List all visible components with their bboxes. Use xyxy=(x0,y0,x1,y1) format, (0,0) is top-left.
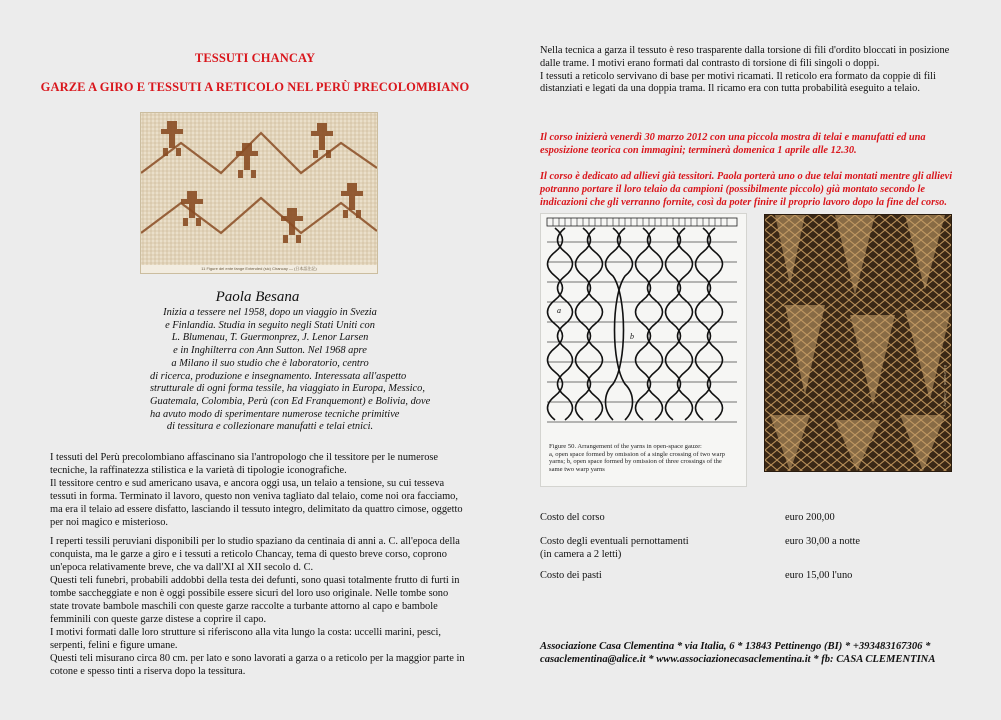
course-dates-paragraph xyxy=(540,131,955,157)
page-subtitle: GARZE A GIRO E TESSUTI A RETICOLO NEL PERÙ PRECOLOMBIANO xyxy=(40,80,470,94)
bio-line: di ricerca, produzione e insegnamento. Interessata all'aspetto xyxy=(150,370,407,382)
bio-line: ha avuto modo di sperimentare numerose tecniche primitive xyxy=(150,408,400,420)
chancay-gauze-photo xyxy=(140,112,378,274)
contact-line: casaclementina@alice.it * www.associazionecasaclementina.it * fb: CASA CLEMENTINA xyxy=(540,654,936,665)
reticulated-fabric-photo xyxy=(764,214,952,472)
photo-caption: 84 Unusual ... Chancay xyxy=(943,365,948,407)
bio-line: L. Blumenau, T. Guermonprez, J. Lenor Larsen xyxy=(171,332,369,344)
photo-caption: 11 Figure del ente fange Extended (sic) Chancay — (日本語注記) xyxy=(201,266,317,271)
text-line: distanziati e legati da una doppia trama. Il ricamo era con tutta probabilità eseguito a telaio. xyxy=(540,83,920,95)
text-line: potranno portare il loro telaio da campioni (possibilmente piccolo) già montato secondo le xyxy=(540,184,926,195)
text-line: tombe saccheggiate e non è oggi possibile essere sicuri del loro uso originale. Nelle tombe sono xyxy=(50,588,449,599)
chancay-gauze-image xyxy=(141,113,377,273)
gauze-diagram xyxy=(540,213,747,487)
price-label-line: (in camera a 2 letti) xyxy=(540,549,622,560)
bio-line: strutturale di ogni forma tessile, ha viaggiato in Europa, Messico, xyxy=(150,383,425,395)
caption-line: Figure 50. Arrangement of the yarns in open-space gauze: xyxy=(549,443,702,450)
history-paragraph xyxy=(50,535,480,678)
text-line: dalle trame. I motivi erano formati dal contrasto di torsione di fili singoli o doppi. xyxy=(540,57,880,69)
price-label-line: Costo degli eventuali pernottamenti xyxy=(540,536,689,547)
caption-line: same two warp yarns xyxy=(549,465,605,473)
diagram-caption xyxy=(549,443,744,473)
reticulated-fabric-image xyxy=(765,215,951,471)
price-label: Costo dei pasti xyxy=(540,570,602,581)
bio-line: Guatemala, Colombia, Perù (con Ed Franquemont) e Bolivia, dove xyxy=(150,395,431,407)
text-line: ma era il telaio ad essere disfatto, lasciando il tessuto integro, delimitato da quattro cimose, oggetto xyxy=(50,504,463,515)
caption-line: a, open space formed by omission of a single crossing of two warp xyxy=(549,450,725,458)
text-line: serpenti, felini e figure umane. xyxy=(50,640,178,651)
text-line: tessuti in forma. Terminato il lavoro, questo non veniva tagliato dal telaio, come noi ora facciamo, xyxy=(50,491,458,502)
text-line: Questi teli misurano circa 80 cm. per lato e sono lavorati a garza o a reticolo per la maggior parte in xyxy=(50,653,465,664)
intro-paragraph xyxy=(50,451,480,529)
technique-paragraph xyxy=(540,45,950,96)
text-line: I reperti tessili peruviani disponibili per lo studio spaziano da centinaia di anni a. C. all'epoca della xyxy=(50,536,460,547)
page-title: TESSUTI CHANCAY xyxy=(194,51,316,65)
bio-line: Inizia a tessere nel 1958, dopo un viaggio in Svezia xyxy=(163,307,377,318)
text-line: Il corso è dedicato ad allievi già tessitori. Paola porterà uno o due telai montati mentre gli allievi xyxy=(540,171,953,182)
text-line: state trovate bambole maschili con queste garze raccolte a turbante attorno al capo e bambole xyxy=(50,601,438,612)
diagram-letter-b: b xyxy=(630,332,634,341)
price-value: euro 30,00 a notte xyxy=(785,536,861,547)
contact-footer xyxy=(540,640,955,666)
caption-line: yarns; b, open space formed by omission of three crossings of the xyxy=(549,458,722,466)
text-line: Nella tecnica a garza il tessuto è reso trasparente dalla torsione di fili d'ordito bloccati in posizione xyxy=(540,45,950,56)
text-line: femminili con queste garze distese a coprire il capo. xyxy=(50,614,267,625)
text-line: I tessuti a reticolo servivano di base per motivi ricamati. Il reticolo era formato da coppie di fili xyxy=(540,70,936,82)
contact-line: Associazione Casa Clementina * via Italia, 6 * 13843 Pettinengo (BI) * +393483167306 * xyxy=(540,641,931,652)
bio-line: di tessitura e collezionare manufatti e telai etnici. xyxy=(166,421,374,433)
price-value: euro 200,00 xyxy=(785,512,835,523)
diagram-letter-a: a xyxy=(557,306,561,315)
text-line: tecniche, la raffinatezza stilistica e la varietà di tipologie iconografiche. xyxy=(50,465,347,476)
text-line: Questi teli funebri, probabili addobbi della testa dei defunti, sono quasi totalmente frutto di furti in xyxy=(50,575,460,586)
price-label: Costo del corso xyxy=(540,512,605,523)
price-label xyxy=(540,535,770,561)
text-line: esposizione teorica con immagini; terminerà domenica 1 aprile alle 12.30. xyxy=(540,145,857,156)
text-line: un'epoca relativamente breve, che va dall'XI al XII secolo d. C. xyxy=(50,562,314,573)
text-line: Il tessitore centro e sud americano usava, e ancora oggi usa, un telaio a tensione, su cui tesseva xyxy=(50,478,445,489)
text-line: I tessuti del Perù precolombiano affascinano sia l'antropologo che il tessitore per le numerose xyxy=(50,452,439,463)
course-requirements-paragraph xyxy=(540,170,955,209)
text-line: conquista, ma le garze a giro e i tessuti a reticolo Chancay, tema di questo breve corso, coprono xyxy=(50,549,447,560)
bio-line: e Finlandia. Studia in seguito negli Stati Uniti con xyxy=(165,319,375,331)
bio-line: e in Inghilterra con Ann Sutton. Nel 1968 apre xyxy=(173,345,367,357)
author-name: Paola Besana xyxy=(215,289,300,305)
text-line: per noi magico e misterioso. xyxy=(50,517,169,528)
text-line: Il corso inizierà venerdì 30 marzo 2012 con una piccola mostra di telai e manufatti ed una xyxy=(540,132,926,143)
text-line: I motivi formati dalle loro strutture si riferiscono alla vita lungo la costa: uccelli marini, pesci, xyxy=(50,627,441,638)
text-line: cotone e spesso tinti a riserva dopo la tessitura. xyxy=(50,666,246,677)
price-value: euro 15,00 l'uno xyxy=(785,570,853,581)
gauze-diagram-drawing xyxy=(541,214,746,439)
bio-line: a Milano il suo studio che è laboratorio, centro xyxy=(171,357,369,369)
author-bio xyxy=(150,307,431,434)
text-line: indicazioni che gli verranno fornite, così da poter finire il proprio lavoro dopo la fine del corso. xyxy=(540,197,947,208)
